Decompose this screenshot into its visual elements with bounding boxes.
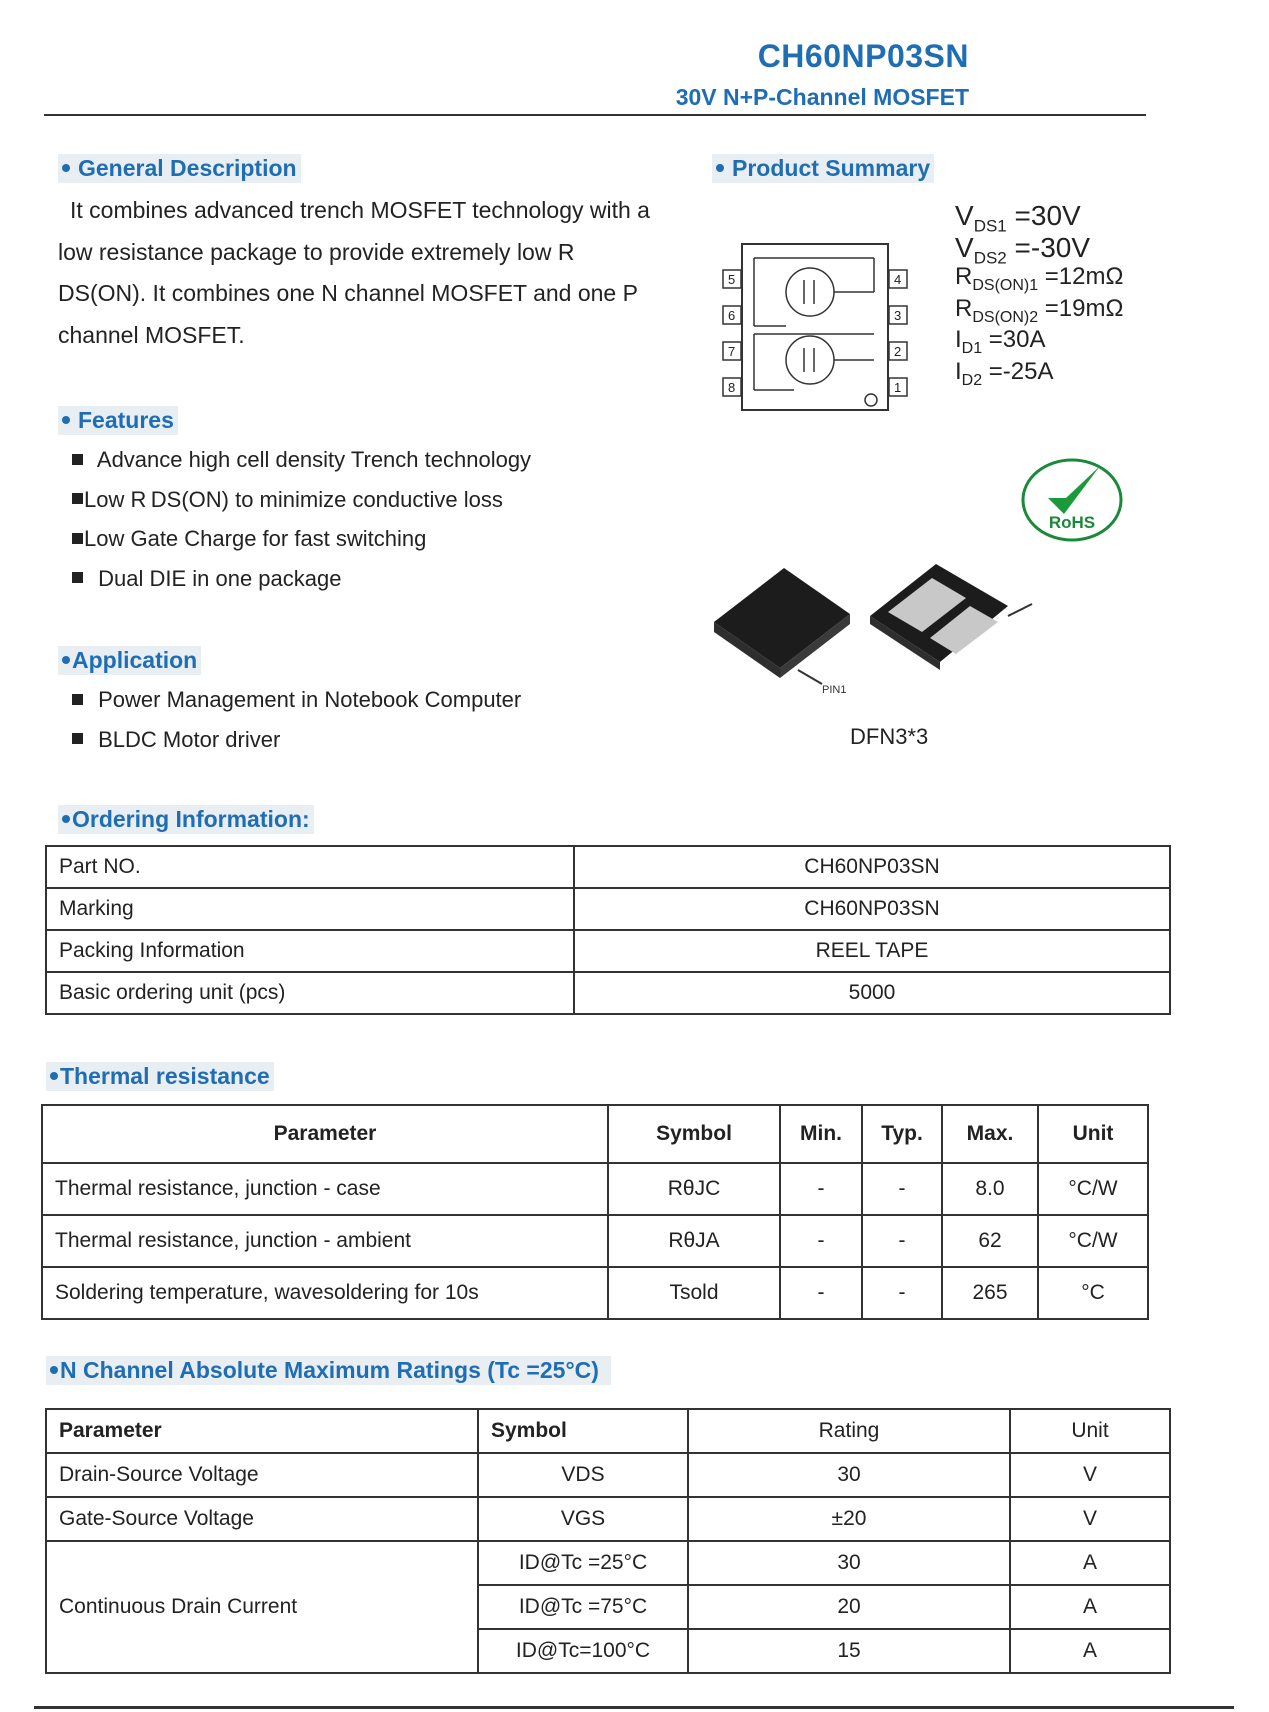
n-channel-heading: N Channel Absolute Maximum Ratings (Tc =25°C) [46, 1356, 611, 1385]
column-header: Symbol [608, 1105, 780, 1163]
ordering-heading: Ordering Information: [58, 805, 314, 834]
bullet-icon [50, 1072, 58, 1080]
mosfet-symbol-lower [786, 336, 834, 384]
ordering-label: Packing Information [46, 930, 574, 972]
table-cell: ±20 [688, 1497, 1010, 1541]
table-cell: 62 [942, 1215, 1038, 1267]
svg-text:RoHS: RoHS [1048, 513, 1096, 532]
pin-label: 5 [728, 272, 736, 287]
spec-id1: $I_{D1} =30A$ [955, 326, 1046, 357]
table-cell: ID@Tc =25°C [478, 1541, 688, 1585]
table-cell: Thermal resistance, junction - ambient [42, 1215, 608, 1267]
table-cell: A [1010, 1541, 1170, 1585]
column-header: Unit [1010, 1409, 1170, 1453]
header-divider [44, 114, 1146, 116]
pinout-diagram [714, 240, 914, 416]
table-row [42, 1215, 1148, 1267]
bullet-icon [50, 1366, 58, 1374]
spec-vds1: $V_{DS1} =30V$ [955, 200, 1081, 236]
pin-label: 1 [894, 380, 902, 395]
table-cell: - [862, 1215, 942, 1267]
column-header: Rating [688, 1409, 1010, 1453]
column-header: Unit [1038, 1105, 1148, 1163]
pin-label: 8 [728, 380, 736, 395]
column-header: Max. [942, 1105, 1038, 1163]
table-cell: 20 [688, 1585, 1010, 1629]
table-cell: Drain-Source Voltage [46, 1453, 478, 1497]
table-header-row [42, 1105, 1148, 1163]
square-bullet-icon [72, 533, 83, 544]
ordering-label: Marking [46, 888, 574, 930]
ordering-value: REEL TAPE [574, 930, 1170, 972]
application-list [72, 687, 521, 766]
thermal-table [41, 1104, 1149, 1320]
features-list [72, 447, 531, 605]
bullet-icon [62, 416, 70, 424]
table-cell: RθJA [608, 1215, 780, 1267]
table-cell: A [1010, 1585, 1170, 1629]
general-description-heading: General Description [58, 154, 301, 183]
table-row [42, 1267, 1148, 1319]
spec-rdson2: $R_{DS(ON)2} =19m\Omega$ [955, 294, 1124, 326]
table-header-row [46, 1409, 1170, 1453]
table-cell: V [1010, 1497, 1170, 1541]
bullet-icon [62, 815, 70, 823]
table-cell: 15 [688, 1629, 1010, 1673]
column-header: Min. [780, 1105, 862, 1163]
spec-rdson1: $R_{DS(ON)1} =12m\Omega$ [955, 263, 1124, 294]
mosfet-symbol-upper [786, 268, 834, 316]
square-bullet-icon [72, 694, 83, 705]
ordering-label: Basic ordering unit (pcs) [46, 972, 574, 1014]
table-cell: Continuous Drain Current [46, 1541, 478, 1673]
spec-vds2: $V_{DS2} =-30V$ [955, 231, 1091, 268]
table-cell: RθJC [608, 1163, 780, 1215]
table-cell: °C/W [1038, 1163, 1148, 1215]
column-header: Parameter [42, 1105, 608, 1163]
ordering-value: 5000 [574, 972, 1170, 1014]
footer-divider [34, 1706, 1234, 1709]
table-cell: Soldering temperature, wavesoldering for 10s [42, 1267, 608, 1319]
ordering-label: Part NO. [46, 846, 574, 888]
pin-label: 3 [894, 308, 902, 323]
ordering-value: CH60NP03SN [574, 888, 1170, 930]
table-row [46, 888, 1170, 930]
table-cell: 30 [688, 1453, 1010, 1497]
bullet-icon [62, 656, 70, 664]
column-header: Typ. [862, 1105, 942, 1163]
product-summary-heading: Product Summary [712, 154, 934, 183]
table-cell: Gate-Source Voltage [46, 1497, 478, 1541]
features-heading: Features [58, 406, 178, 435]
table-row [46, 1497, 1170, 1541]
pin1-marker-icon [865, 394, 877, 406]
list-item: Power Management in Notebook Computer [72, 687, 521, 727]
table-cell: VDS [478, 1453, 688, 1497]
part-number-title: CH60NP03SN [757, 38, 969, 74]
table-cell: ID@Tc =75°C [478, 1585, 688, 1629]
table-cell: - [780, 1215, 862, 1267]
table-row [42, 1163, 1148, 1215]
table-cell: - [780, 1163, 862, 1215]
table-cell: - [862, 1267, 942, 1319]
table-cell: - [780, 1267, 862, 1319]
list-item: BLDC Motor driver [72, 727, 521, 767]
spec-id2: $I_{D2} =-25A$ [955, 357, 1054, 389]
table-cell: °C [1038, 1267, 1148, 1319]
part-subtitle: 30V N+P-Channel MOSFET [675, 84, 969, 110]
square-bullet-icon [72, 733, 83, 744]
column-header: Symbol [478, 1409, 688, 1453]
rohs-icon [1020, 454, 1124, 544]
table-cell: 30 [688, 1541, 1010, 1585]
table-cell: A [1010, 1629, 1170, 1673]
list-item: Low R DS(ON) to minimize conductive loss [72, 487, 531, 527]
bullet-icon [716, 164, 724, 172]
table-cell: Thermal resistance, junction - case [42, 1163, 608, 1215]
table-row [46, 846, 1170, 888]
n-channel-table [45, 1408, 1171, 1674]
square-bullet-icon [72, 454, 83, 465]
pin-label: 7 [728, 344, 736, 359]
table-cell: 265 [942, 1267, 1038, 1319]
general-description-text: It combines advanced trench MOSFET technology with a low resistance package to provide extremely low R DS(ON). It combines one N channel MOSFET and one P channel MOSFET. [58, 197, 650, 348]
table-cell: VGS [478, 1497, 688, 1541]
list-item: Advance high cell density Trench technology [72, 447, 531, 487]
column-header: Parameter [46, 1409, 478, 1453]
bullet-icon [62, 164, 70, 172]
ordering-table [45, 845, 1171, 1015]
table-cell: - [862, 1163, 942, 1215]
list-item: Dual DIE in one package [72, 566, 531, 606]
table-row [46, 972, 1170, 1014]
table-cell: V [1010, 1453, 1170, 1497]
square-bullet-icon [72, 572, 83, 583]
table-cell: Tsold [608, 1267, 780, 1319]
package-image [708, 560, 1048, 690]
thermal-heading: Thermal resistance [46, 1062, 274, 1091]
pin-label: 4 [894, 272, 902, 287]
ordering-value: CH60NP03SN [574, 846, 1170, 888]
square-bullet-icon [72, 493, 83, 504]
table-cell: °C/W [1038, 1215, 1148, 1267]
table-row [46, 1541, 1170, 1585]
table-cell: ID@Tc=100°C [478, 1629, 688, 1673]
table-cell: 8.0 [942, 1163, 1038, 1215]
product-summary-specs [955, 200, 1123, 389]
list-item: Low Gate Charge for fast switching [72, 526, 531, 566]
pin-label: 2 [894, 344, 902, 359]
application-heading: Application [58, 646, 201, 675]
pin-label: 6 [728, 308, 736, 323]
pin1-label: PIN1 [822, 684, 847, 696]
table-row [46, 930, 1170, 972]
table-row [46, 1453, 1170, 1497]
package-caption: DFN3*3 [850, 724, 929, 749]
